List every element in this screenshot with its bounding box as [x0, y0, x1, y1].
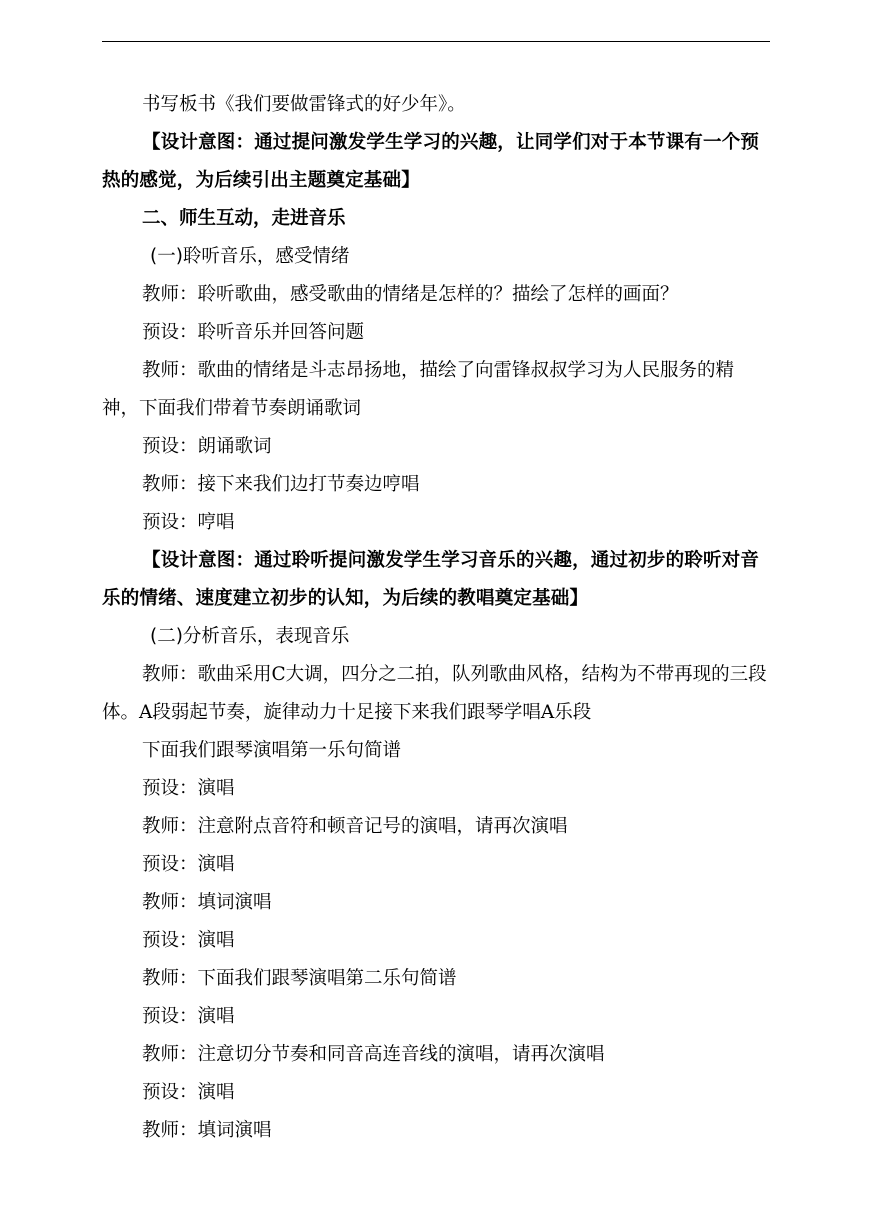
subsection-heading-1: (一)聆听音乐，感受情绪: [150, 246, 350, 267]
paragraph-board-writing: 书写板书《我们要做雷锋式的好少年》。: [142, 94, 466, 115]
dialogue-line: 预设：演唱: [142, 854, 235, 875]
dialogue-line: 预设：演唱: [142, 930, 235, 951]
subsection-heading-2: (二)分析音乐，表现音乐: [150, 626, 350, 647]
dialogue-line: 预设：聆听音乐并回答问题: [142, 322, 365, 343]
dialogue-line: 下面我们跟琴演唱第一乐句简谱: [142, 740, 402, 761]
header-rule: [102, 41, 770, 42]
design-intent-note-2: 【设计意图：通过聆听提问激发学生学习音乐的兴趣，通过初步的聆听对音乐的情绪、速度建立初步的认知，为后续的教唱奠定基础】: [102, 550, 760, 609]
dialogue-line: 教师：注意切分节奏和同音高连音线的演唱，请再次演唱: [142, 1044, 605, 1065]
dialogue-line: 预设：哼唱: [142, 512, 235, 533]
design-intent-note-1: 【设计意图：通过提问激发学生学习的兴趣，让同学们对于本节课有一个预热的感觉，为后续引出主题奠定基础】: [102, 132, 760, 191]
dialogue-line: 教师：歌曲的情绪是斗志昂扬地，描绘了向雷锋叔叔学习为人民服务的精神，下面我们带着节奏朗诵歌词: [102, 360, 735, 419]
dialogue-line: 预设：朗诵歌词: [142, 436, 272, 457]
dialogue-line: 教师：注意附点音符和顿音记号的演唱，请再次演唱: [142, 816, 568, 837]
dialogue-line: 教师：下面我们跟琴演唱第二乐句简谱: [142, 968, 457, 989]
dialogue-line: 教师：接下来我们边打节奏边哼唱: [142, 474, 420, 495]
dialogue-line: 教师：聆听歌曲，感受歌曲的情绪是怎样的？描绘了怎样的画面？: [142, 284, 679, 305]
section-heading-2: 二、师生互动，走进音乐: [142, 208, 346, 229]
dialogue-line: 教师：填词演唱: [142, 1120, 272, 1141]
dialogue-line: 预设：演唱: [142, 1082, 235, 1103]
document-body: [102, 86, 770, 1150]
dialogue-line: 预设：演唱: [142, 778, 235, 799]
dialogue-line: 教师：歌曲采用C大调，四分之二拍，队列歌曲风格，结构为不带再现的三段体。A段弱起节奏，旋律动力十足接下来我们跟琴学唱A乐段: [102, 664, 767, 723]
dialogue-line: 预设：演唱: [142, 1006, 235, 1027]
dialogue-line: 教师：填词演唱: [142, 892, 272, 913]
